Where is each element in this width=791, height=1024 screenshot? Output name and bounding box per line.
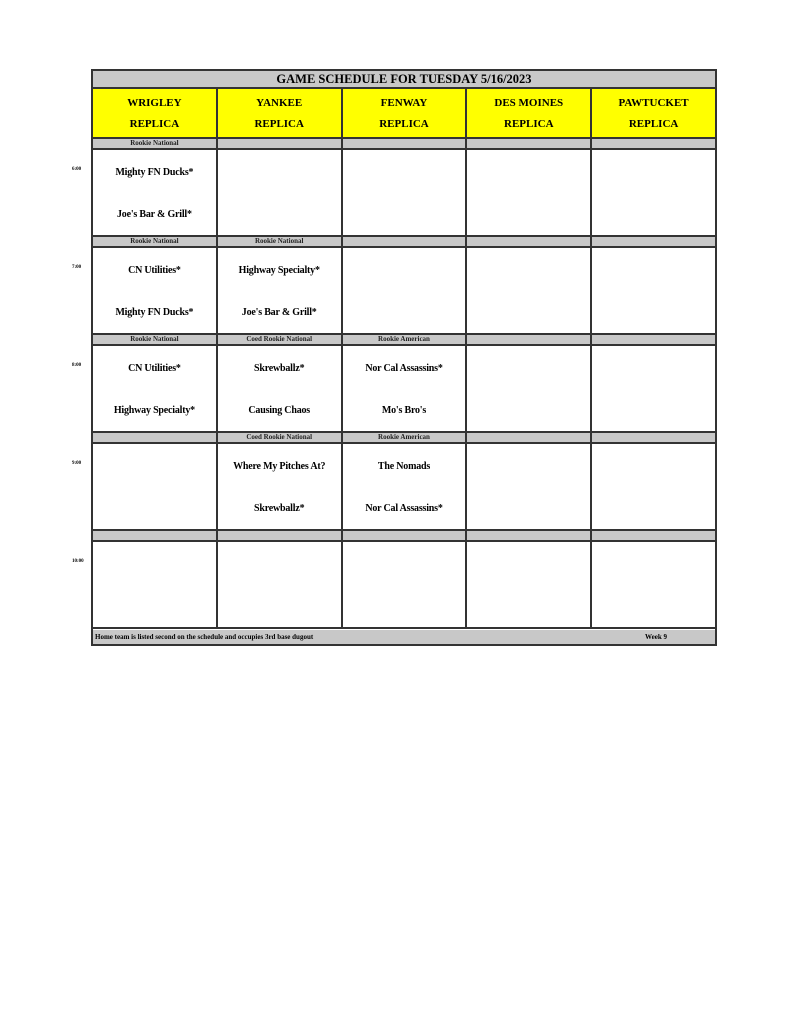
game-row	[93, 346, 715, 433]
week-label: Week 9	[645, 633, 667, 641]
division-label	[592, 139, 715, 148]
field-name: WRIGLEY	[127, 97, 182, 109]
visiting-team: Nor Cal Assassins*	[365, 363, 443, 374]
schedule-sheet	[91, 69, 717, 646]
game-cell	[93, 248, 218, 333]
visiting-team: Where My Pitches At?	[233, 461, 326, 472]
field-header-row	[93, 89, 715, 139]
field-header-fenway	[343, 89, 468, 137]
home-team: Highway Specialty*	[113, 405, 195, 416]
game-cell	[218, 444, 343, 529]
division-label	[467, 433, 592, 442]
division-label	[343, 531, 468, 540]
division-label	[592, 531, 715, 540]
game-cell	[467, 248, 592, 333]
game-cell	[467, 542, 592, 627]
game-cell	[93, 444, 218, 529]
game-cell	[592, 248, 715, 333]
game-cell	[218, 542, 343, 627]
field-header-wrigley	[93, 89, 218, 137]
division-label	[467, 139, 592, 148]
field-type: REPLICA	[504, 118, 554, 130]
division-label	[218, 139, 343, 148]
visiting-team: Mighty FN Ducks*	[115, 167, 194, 178]
division-label	[467, 237, 592, 246]
game-cell	[467, 150, 592, 235]
game-cell	[93, 150, 218, 235]
field-header-yankee	[218, 89, 343, 137]
division-row	[93, 335, 715, 346]
home-team-note: Home team is listed second on the schedule and occupies 3rd base dugout	[95, 633, 314, 641]
visiting-team: Highway Specialty*	[238, 265, 320, 276]
division-label: Coed Rookie National	[218, 433, 343, 442]
division-row	[93, 531, 715, 542]
division-label: Rookie American	[343, 335, 468, 344]
time-label: 6:00	[72, 167, 82, 172]
division-label	[592, 237, 715, 246]
field-type: REPLICA	[129, 118, 180, 130]
division-label	[592, 335, 715, 344]
division-label	[343, 237, 468, 246]
division-label: Rookie National	[93, 237, 218, 246]
division-label	[467, 335, 592, 344]
home-team: Causing Chaos	[248, 405, 310, 416]
field-header-des-moines	[467, 89, 592, 137]
game-row	[93, 150, 715, 237]
division-label	[467, 531, 592, 540]
division-label	[592, 433, 715, 442]
game-cell	[343, 150, 468, 235]
division-row	[93, 237, 715, 248]
game-cell	[343, 444, 468, 529]
visiting-team: CN Utilities*	[128, 265, 181, 276]
visiting-team: CN Utilities*	[128, 363, 181, 374]
division-label: Rookie National	[93, 139, 218, 148]
division-label: Coed Rookie National	[218, 335, 343, 344]
game-cell	[218, 150, 343, 235]
division-label	[218, 531, 343, 540]
game-cell	[218, 248, 343, 333]
schedule-title: GAME SCHEDULE FOR TUESDAY 5/16/2023	[93, 71, 715, 89]
game-cell	[93, 346, 218, 431]
game-cell	[592, 542, 715, 627]
field-type: REPLICA	[379, 118, 429, 130]
game-cell	[343, 346, 468, 431]
field-name: FENWAY	[380, 97, 428, 109]
field-name: YANKEE	[256, 97, 303, 109]
time-label: 7:00	[72, 265, 82, 270]
game-cell	[467, 346, 592, 431]
time-label: 10:00	[72, 559, 84, 564]
field-header-pawtucket	[592, 89, 715, 137]
division-label: Rookie National	[218, 237, 343, 246]
division-row	[93, 433, 715, 444]
time-label: 9:00	[72, 461, 82, 466]
visiting-team: Skrewballz*	[253, 363, 305, 374]
game-cell	[592, 444, 715, 529]
game-cell	[93, 542, 218, 627]
division-label	[93, 433, 218, 442]
home-team: Joe's Bar & Grill*	[241, 307, 317, 318]
game-cell	[592, 346, 715, 431]
division-label	[93, 531, 218, 540]
game-cell	[343, 542, 468, 627]
game-row	[93, 542, 715, 629]
schedule-footer	[93, 630, 715, 644]
field-name: DES MOINES	[494, 97, 564, 109]
game-cell	[343, 248, 468, 333]
game-cell	[218, 346, 343, 431]
game-row	[93, 248, 715, 335]
home-team: Mo's Bro's	[381, 405, 427, 416]
division-label	[343, 139, 468, 148]
home-team: Joe's Bar & Grill*	[116, 209, 192, 220]
visiting-team: The Nomads	[377, 461, 431, 472]
game-row	[93, 444, 715, 531]
game-cell	[467, 444, 592, 529]
time-label: 8:00	[72, 363, 82, 368]
division-label: Rookie American	[343, 433, 468, 442]
game-cell	[592, 150, 715, 235]
field-name: PAWTUCKET	[618, 97, 689, 109]
division-row	[93, 139, 715, 150]
home-team: Nor Cal Assassins*	[365, 503, 443, 514]
division-label: Rookie National	[93, 335, 218, 344]
home-team: Skrewballz*	[253, 503, 305, 514]
field-type: REPLICA	[628, 118, 679, 130]
home-team: Mighty FN Ducks*	[115, 307, 194, 318]
field-type: REPLICA	[254, 118, 304, 130]
